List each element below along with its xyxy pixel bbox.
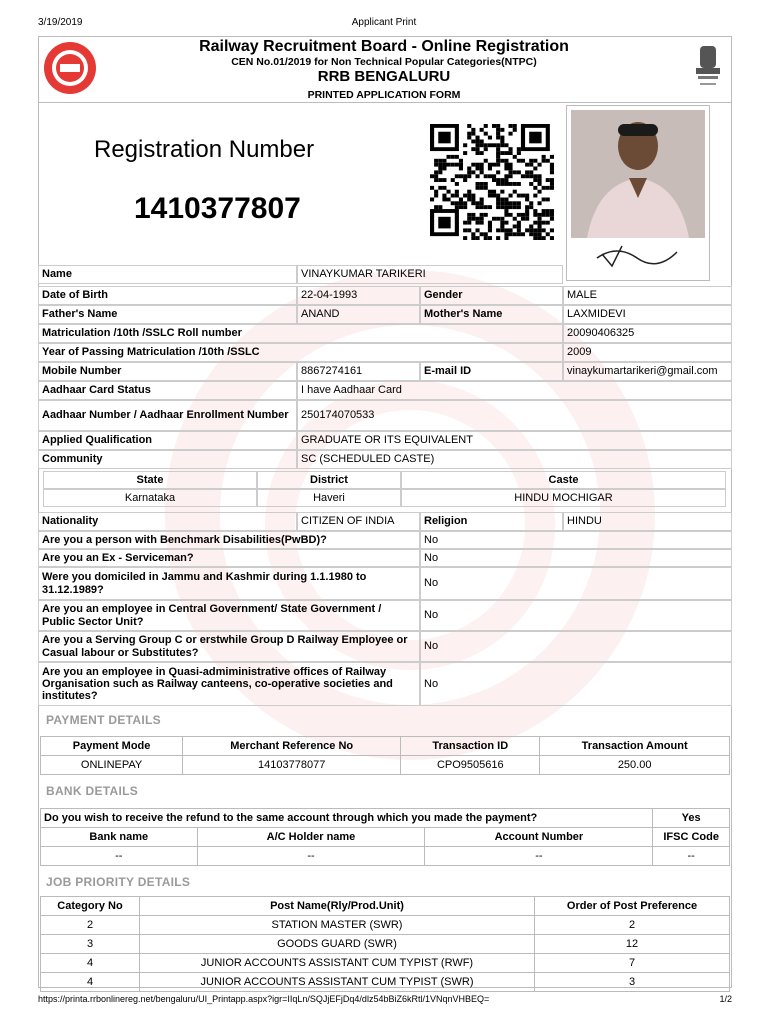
bank-table (40, 808, 730, 866)
field-value: No (420, 600, 732, 631)
post-name: STATION MASTER (SWR) (140, 916, 535, 935)
field-value: LAXMIDEVI (563, 305, 732, 324)
payment-value: CPO9505616 (401, 756, 540, 775)
field-label: Are you an Ex - Serviceman? (38, 549, 420, 567)
print-date: 3/19/2019 (38, 17, 83, 28)
print-title: Applicant Print (351, 17, 417, 28)
field-value: VINAYKUMAR TARIKERI (297, 265, 563, 284)
job-header: Order of Post Preference (535, 897, 730, 916)
registration-label: Registration Number (94, 136, 315, 163)
field-label: Date of Birth (38, 286, 297, 305)
field-label: Religion (420, 512, 563, 531)
payment-value: 250.00 (540, 756, 730, 775)
registration-number: 1410377807 (134, 192, 301, 225)
field-label: Were you domiciled in Jammu and Kashmir during 1.1.1980 to 31.12.1989? (38, 567, 420, 600)
field-label: Name (38, 265, 297, 284)
field-value: CITIZEN OF INDIA (297, 512, 420, 531)
post-preference: 3 (535, 973, 730, 992)
field-value: No (420, 549, 732, 567)
community-header: State (43, 471, 257, 489)
field-label: Applied Qualification (38, 431, 297, 450)
category-no: 3 (41, 935, 140, 954)
field-label: Aadhaar Card Status (38, 381, 297, 400)
community-value: HINDU MOCHIGAR (401, 489, 726, 507)
post-preference: 2 (535, 916, 730, 935)
payment-section-title: PAYMENT DETAILS (46, 713, 161, 727)
field-value: HINDU (563, 512, 732, 531)
bank-value: -- (425, 847, 653, 866)
table-row (41, 935, 730, 954)
page-url: https://printa.rrbonlinereg.net/bengaluru/UI_Printapp.aspx?igr=IIqLn/SQJjEFjDq4/dlz54bBiZ6kRtl/1VNqnVHBEQ= (38, 994, 490, 1004)
page-number: 1/2 (719, 994, 732, 1004)
refund-answer: Yes (653, 809, 730, 828)
table-row (41, 973, 730, 992)
field-value: SC (SCHEDULED CASTE) (297, 450, 732, 469)
post-name: GOODS GUARD (SWR) (140, 935, 535, 954)
category-no: 4 (41, 954, 140, 973)
post-preference: 12 (535, 935, 730, 954)
form-title: Railway Recruitment Board - Online Registration (199, 38, 569, 55)
bank-value: -- (197, 847, 425, 866)
bank-header: Account Number (425, 828, 653, 847)
field-label: Are you an employee in Quasi-admiministrative offices of Railway Organisation such as Railway canteens, co-operative societies and institutes? (38, 662, 420, 706)
field-value: 22-04-1993 (297, 286, 420, 305)
community-header: District (257, 471, 401, 489)
bank-section-title: BANK DETAILS (46, 784, 139, 798)
refund-question: Do you wish to receive the refund to the same account through which you made the payment? (41, 809, 653, 828)
field-value: No (420, 567, 732, 600)
bank-header: Bank name (41, 828, 198, 847)
post-name: JUNIOR ACCOUNTS ASSISTANT CUM TYPIST (RWF) (140, 954, 535, 973)
field-label: Mobile Number (38, 362, 297, 381)
field-label: Father's Name (38, 305, 297, 324)
form-type: PRINTED APPLICATION FORM (307, 89, 461, 101)
bank-header: IFSC Code (653, 828, 730, 847)
field-label: Year of Passing Matriculation /10th /SSLC (38, 343, 563, 362)
field-value: ANAND (297, 305, 420, 324)
bank-value: -- (41, 847, 198, 866)
field-label: Aadhaar Number / Aadhaar Enrollment Number (38, 400, 297, 431)
field-label: Community (38, 450, 297, 469)
field-value: vinaykumartarikeri@gmail.com (563, 362, 732, 381)
field-value: 20090406325 (563, 324, 732, 343)
board-name: RRB BENGALURU (317, 68, 451, 85)
community-header: Caste (401, 471, 726, 489)
field-label: Matriculation /10th /SSLC Roll number (38, 324, 563, 343)
category-no: 4 (41, 973, 140, 992)
applicant-photo (566, 105, 710, 281)
table-row (41, 916, 730, 935)
field-value: GRADUATE OR ITS EQUIVALENT (297, 431, 732, 450)
field-label: Mother's Name (420, 305, 563, 324)
bank-header: A/C Holder name (197, 828, 425, 847)
field-value: 250174070533 (297, 400, 732, 431)
payment-header: Transaction ID (401, 737, 540, 756)
field-value: 2009 (563, 343, 732, 362)
post-preference: 7 (535, 954, 730, 973)
bank-value: -- (653, 847, 730, 866)
post-name: JUNIOR ACCOUNTS ASSISTANT CUM TYPIST (SWR) (140, 973, 535, 992)
field-label: Are you a person with Benchmark Disabilities(PwBD)? (38, 531, 420, 549)
field-value: 8867274161 (297, 362, 420, 381)
field-label: Are you a Serving Group C or erstwhile Group D Railway Employee or Casual labour or Substitutes? (38, 631, 420, 662)
field-value: No (420, 531, 732, 549)
category-no: 2 (41, 916, 140, 935)
field-value: I have Aadhaar Card (297, 381, 732, 400)
photo-image (567, 106, 709, 280)
field-value: MALE (563, 286, 732, 305)
job-priority-table (40, 896, 730, 992)
payment-header: Payment Mode (41, 737, 183, 756)
field-value: No (420, 662, 732, 706)
field-label: E-mail ID (420, 362, 563, 381)
job-header: Post Name(Rly/Prod.Unit) (140, 897, 535, 916)
field-value: No (420, 631, 732, 662)
community-value: Haveri (257, 489, 401, 507)
payment-header: Merchant Reference No (183, 737, 401, 756)
qr-code (430, 124, 554, 240)
payment-table (40, 736, 730, 775)
payment-header: Transaction Amount (540, 737, 730, 756)
table-row (41, 954, 730, 973)
job-section-title: JOB PRIORITY DETAILS (46, 875, 191, 889)
field-label: Nationality (38, 512, 297, 531)
community-value: Karnataka (43, 489, 257, 507)
payment-value: ONLINEPAY (41, 756, 183, 775)
form-subtitle: CEN No.01/2019 for Non Technical Popular Categories(NTPC) (231, 56, 537, 68)
divider (38, 102, 732, 103)
field-label: Are you an employee in Central Government/ State Government / Public Sector Unit? (38, 600, 420, 631)
job-header: Category No (41, 897, 140, 916)
field-label: Gender (420, 286, 563, 305)
payment-value: 14103778077 (183, 756, 401, 775)
